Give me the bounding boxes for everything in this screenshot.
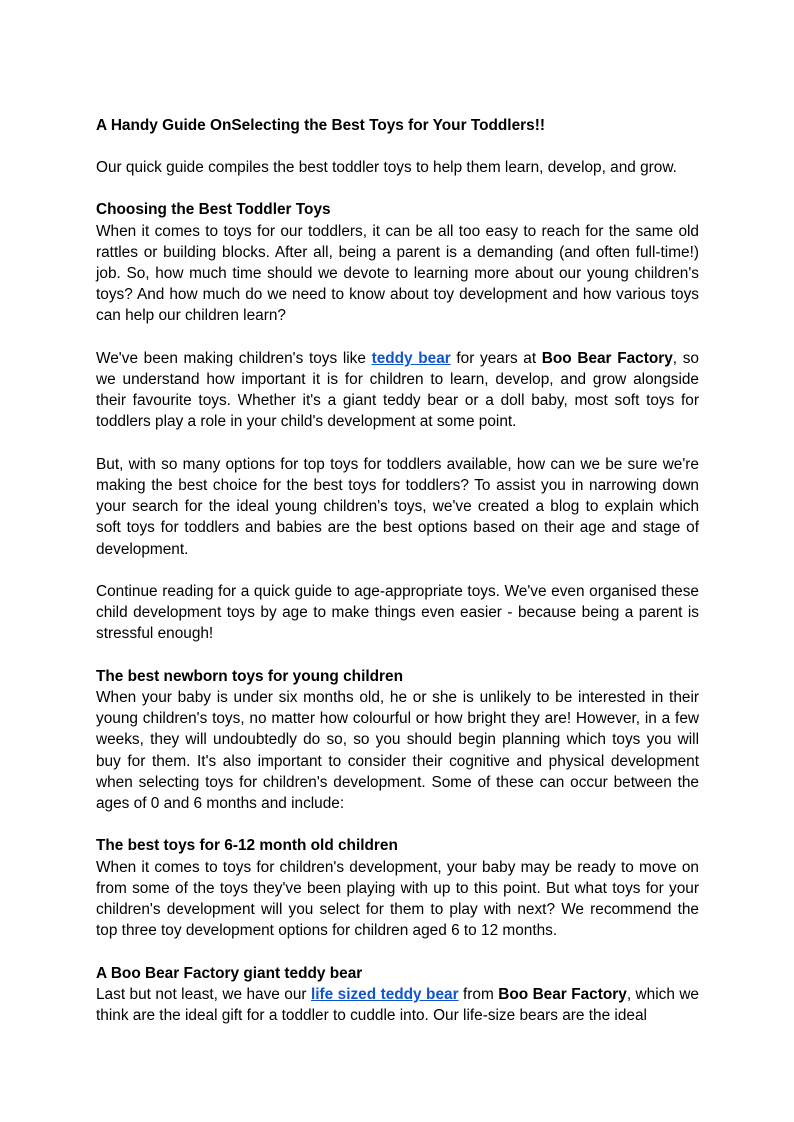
section-body-choosing: When it comes to toys for our toddlers, it can be all too easy to reach for the same old rattles or building blocks. After all, being a parent is a demanding (and often full-time!) job. So, how much time should we devote to learning more about our young children's toys? And how much do we need to know about toy development and how various toys can help our children learn? <box>96 222 699 325</box>
paragraph-options: But, with so many options for top toys for toddlers available, how can we be sure we're making the best choice for the best toys for toddlers? To assist you in narrowing down your search for the ideal young children's toys, we've created a blog to explain which soft toys for toddlers and babies are the best options based on their age and stage of development. <box>96 455 699 558</box>
section-body-6-12-months: When it comes to toys for children's development, your baby may be ready to move on from some of the toys they've been playing with up to this point. But what toys for your children's development will you select for them to play with next? We recommend the top three toy development options for children aged 6 to 12 months. <box>96 858 699 940</box>
document-page <box>96 115 699 1047</box>
life-sized-teddy-bear-link[interactable]: life sized teddy bear <box>310 985 459 1003</box>
teddy-bear-link[interactable]: teddy bear <box>371 349 451 367</box>
section-heading-giant-teddy: A Boo Bear Factory giant teddy bear <box>96 964 363 982</box>
intro-paragraph: Our quick guide compiles the best toddler toys to help them learn, develop, and grow. <box>96 159 677 177</box>
para2-text-middle: for years at <box>450 349 542 367</box>
paragraph-boo-bear <box>96 348 699 433</box>
brand-name: Boo Bear Factory <box>498 985 627 1003</box>
section-heading-choosing: Choosing the Best Toddler Toys <box>96 201 331 219</box>
section-heading-newborn: The best newborn toys for young children <box>96 667 403 685</box>
section-giant-teddy <box>96 963 699 1027</box>
section4-text-before: Last but not least, we have our <box>96 985 311 1003</box>
document-title: A Handy Guide OnSelecting the Best Toys for Your Toddlers!! <box>96 117 545 134</box>
brand-name: Boo Bear Factory <box>541 349 673 367</box>
section-newborn <box>96 666 699 814</box>
section-choosing <box>96 199 699 326</box>
section-heading-6-12-months: The best toys for 6-12 month old children <box>96 837 398 855</box>
section4-text-after: , which we think are the ideal gift for a toddler to cuddle into. Our life-size bears are the ideal <box>96 985 699 1025</box>
section-6-12-months <box>96 835 699 941</box>
para2-text-before: We've been making children's toys like <box>96 349 372 367</box>
section-body-newborn: When your baby is under six months old, he or she is unlikely to be interested in their young children's toys, no matter how colourful or how bright they are! However, in a few weeks, they will undoubtedly do so, so you should begin planning which toys you will buy for them. It's also important to consider their cognitive and physical development when selecting toys for children's development. Some of these can occur between the ages of 0 and 6 months and include: <box>96 689 699 813</box>
paragraph-continue: Continue reading for a quick guide to age-appropriate toys. We've even organised these child development toys by age to make things even easier - because being a parent is stressful enough! <box>96 583 699 643</box>
para2-text-after: , so we understand how important it is for children to learn, develop, and grow alongside their favourite toys. Whether it's a giant teddy bear or a doll baby, most soft toys for toddlers play a role in your child's development at some point. <box>96 349 699 431</box>
section4-text-middle: from <box>458 985 499 1003</box>
